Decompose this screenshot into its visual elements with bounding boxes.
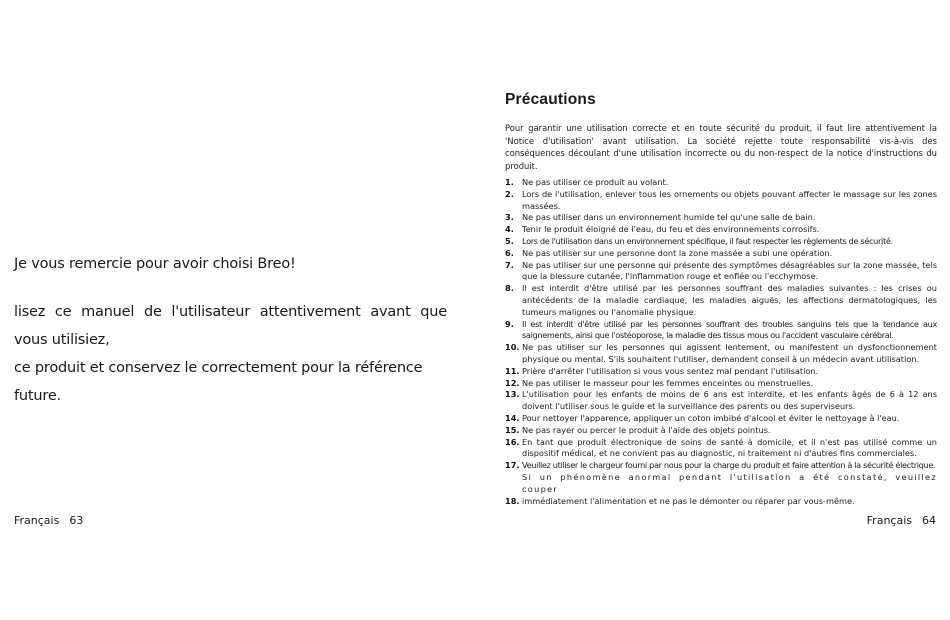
advice-line-1: lisez ce manuel de l'utilisateur attentivement avant que bbox=[14, 304, 447, 320]
list-item bbox=[505, 378, 937, 390]
item-text: Ne pas utiliser sur une personne dont la zone massée a subi une opération. bbox=[522, 247, 833, 258]
item-text: En tant que produit électronique de soins de santé à domicile, et il n'est pas utilisé comme un dispositif médical, et ne convient pas au diagnostic, ni traitement ni d'autres fins commerciales. bbox=[522, 436, 937, 459]
item-number: 9. bbox=[505, 318, 514, 329]
item-number: 4. bbox=[505, 224, 514, 235]
list-item bbox=[505, 189, 937, 213]
item-text: Ne pas utiliser sur une personne qui présente des symptômes désagréables sur la zone massée, tels que la blessure cutanée, l'inflammation rouge et enflée ou l'ecchymose. bbox=[522, 259, 937, 282]
item-number: 10. bbox=[505, 342, 520, 353]
list-item bbox=[505, 496, 937, 508]
list-item bbox=[505, 425, 937, 437]
item-number: 2. bbox=[505, 188, 514, 199]
manual-advice-paragraph bbox=[14, 298, 447, 410]
item-text: Ne pas utiliser sur les personnes qui agissent lentement, ou manifestent un dysfonctionnement physique ou mental. S'ils souhaitent l'utiliser, demandent conseil à un médecin avant utilisation. bbox=[522, 342, 937, 364]
list-item bbox=[505, 472, 937, 496]
item-text: Ne pas utiliser dans un environnement humide tel qu'une salle de bain. bbox=[522, 212, 816, 223]
list-item bbox=[505, 413, 937, 425]
list-item bbox=[505, 224, 937, 236]
item-text: Lors de l'utilisation, enlever tous les ornements ou objets pouvant affecter le massage sur les zones massées. bbox=[522, 188, 937, 211]
left-page-footer bbox=[14, 514, 83, 528]
footer-language: Français bbox=[866, 514, 912, 527]
item-text: Veuillez utiliser le chargeur fourni par nous pour la charge du produit et faire attention à la sécurité électrique. bbox=[522, 460, 936, 471]
list-item bbox=[505, 212, 937, 224]
list-item bbox=[505, 260, 937, 284]
page-number: 63 bbox=[69, 514, 84, 527]
item-text: Ne pas rayer ou percer le produit à l'aide des objets pointus. bbox=[522, 424, 771, 435]
precautions-list bbox=[505, 177, 937, 507]
item-number: 6. bbox=[505, 247, 514, 258]
item-number: 13. bbox=[505, 389, 520, 400]
item-text: Si un phénomène anormal pendant l'utilisation a été constaté, veuillez couper bbox=[522, 471, 937, 494]
list-item bbox=[505, 460, 937, 472]
item-number: 3. bbox=[505, 212, 514, 223]
list-item bbox=[505, 342, 937, 366]
item-text: immédiatement l'alimentation et ne pas le démonter ou réparer par vous-même. bbox=[522, 495, 855, 506]
section-intro: Pour garantir une utilisation correcte et en toute sécurité du produit, il faut lire attentivement la 'Notice d'utilisation' avant utilisation. La société rejette toute responsabilité vis-à-vis des conséquences découlant d'une utilisation incorrecte ou du non-respect de la notice d'instructions du produit. bbox=[505, 123, 937, 171]
list-item bbox=[505, 366, 937, 378]
item-number: 1. bbox=[505, 177, 514, 187]
page-number: 64 bbox=[922, 514, 936, 527]
right-page-footer bbox=[867, 514, 936, 528]
list-item bbox=[505, 437, 937, 461]
item-text: Il est interdit d'être utilisé par les personnes souffrant des maladies suivantes : les crises ou antécédents de la maladie cardiaque, les maladies aiguës, les affections dermatologiques, les tumeurs malignes ou l'anomalie physique. bbox=[522, 283, 937, 317]
section-title: Précautions bbox=[505, 91, 596, 108]
thanks-line: Je vous remercie pour avoir choisi Breo! bbox=[14, 256, 296, 272]
item-number: 17. bbox=[505, 460, 520, 471]
list-item bbox=[505, 248, 937, 260]
list-item bbox=[505, 283, 937, 318]
item-number: 8. bbox=[505, 283, 514, 294]
advice-line-3: ce produit et conservez le correctement pour la référence future. bbox=[14, 360, 423, 404]
item-number: 12. bbox=[505, 377, 520, 388]
item-number: 11. bbox=[505, 365, 520, 376]
item-number: 15. bbox=[505, 424, 520, 435]
list-item bbox=[505, 319, 937, 343]
list-item bbox=[505, 236, 937, 248]
list-item bbox=[505, 177, 937, 189]
item-text: Pour nettoyer l'apparence, appliquer un coton imbibé d'alcool et éviter le nettoyage à l'eau. bbox=[522, 412, 900, 423]
item-number: 14. bbox=[505, 412, 520, 423]
item-number: 5. bbox=[505, 235, 514, 246]
item-number: 7. bbox=[505, 259, 514, 270]
advice-line-2: vous utilisiez, bbox=[14, 332, 110, 348]
footer-language: Français bbox=[14, 514, 60, 527]
item-text: Ne pas utiliser ce produit au volant. bbox=[522, 177, 669, 187]
item-text: Lors de l'utilisation dans un environnement spécifique, il faut respecter les règlements de sécurité. bbox=[522, 235, 893, 246]
item-number: 18. bbox=[505, 495, 520, 506]
item-text: Prière d'arrêter l'utilisation si vous vous sentez mal pendant l'utilisation. bbox=[522, 365, 819, 376]
list-item bbox=[505, 389, 937, 413]
item-text: Ne pas utiliser le masseur pour les femmes enceintes ou menstruelles. bbox=[522, 377, 814, 388]
item-text: Tenir le produit éloigné de l'eau, du feu et des environnements corrosifs. bbox=[522, 224, 820, 235]
right-page bbox=[475, 0, 950, 620]
item-text: L'utilisation pour les enfants de moins de 6 ans est interdite, et les enfants âgés de 6 à 12 ans doivent l'utiliser sous le guide et la surveillance des parents ou des superviseurs. bbox=[522, 389, 937, 412]
item-number: 16. bbox=[505, 436, 520, 447]
item-text: Il est interdit d'être utilisé par les personnes souffrant des troubles sanguins tels que la tendance aux saignements, ainsi que l'ostéoporose, la maladie des tissus mous ou l'accident vasculaire cérébral. bbox=[522, 318, 937, 341]
